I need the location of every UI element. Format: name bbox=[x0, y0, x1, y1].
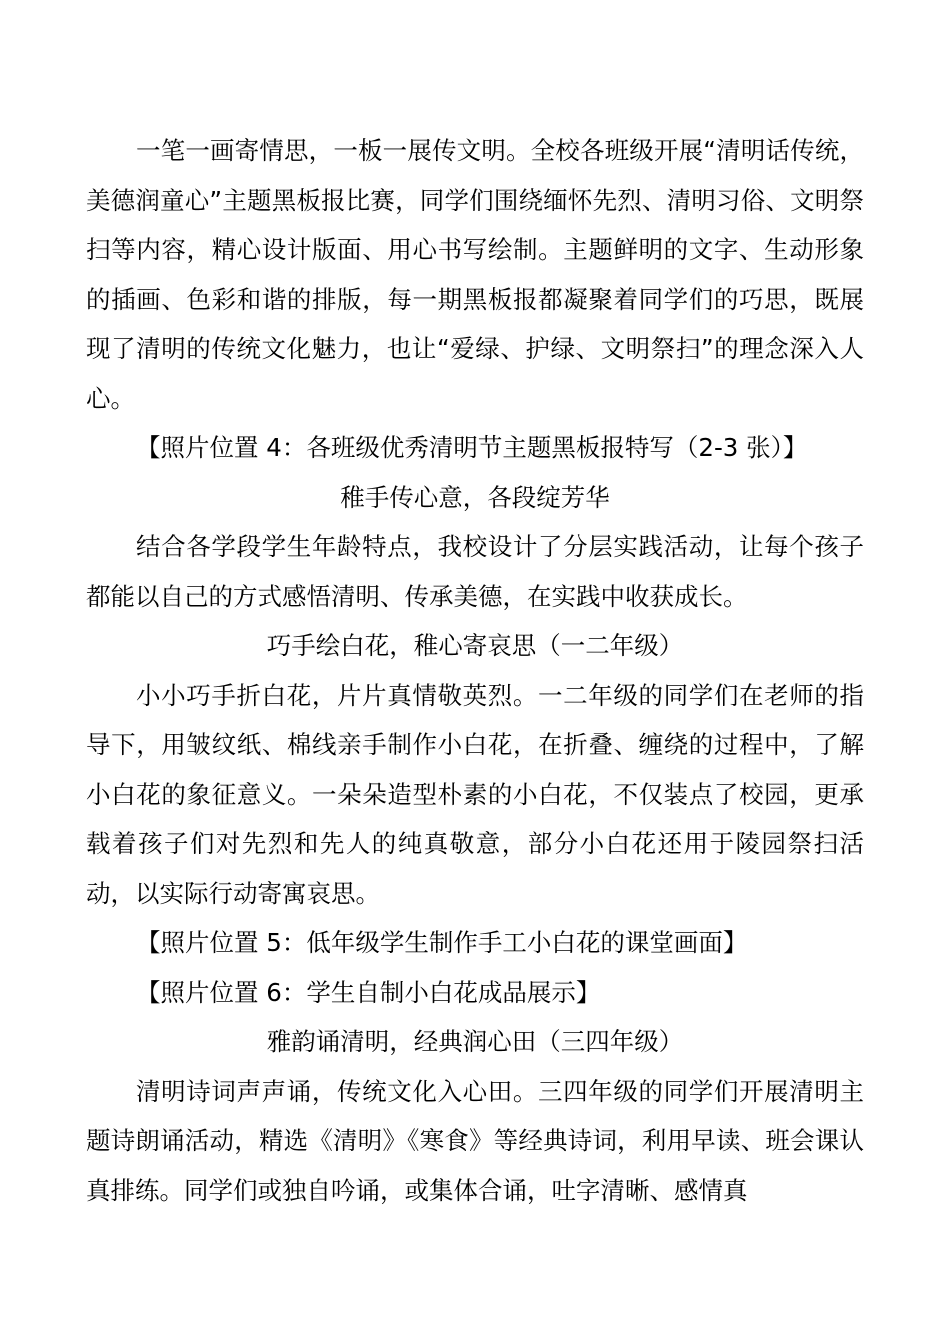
document-page bbox=[86, 126, 864, 1215]
photo-placeholder-6: 【照片位置 6：学生自制小白花成品展示】 bbox=[136, 977, 601, 1007]
photo-placeholder-4: 【照片位置 4：各班级优秀清明节主题黑板报特写（2-3 张）】 bbox=[136, 433, 808, 462]
photo-placeholder-5: 【照片位置 5：低年级学生制作手工小白花的课堂画面】 bbox=[136, 928, 748, 957]
paragraph-poetry-recital: 清明诗词声声诵，传统文化入心田。三四年级的同学们开展清明主题诗朗诵活动，精选《清明》《寒食》等经典诗词，利用早读、班会课认真排练。同学们或独自吟诵，或集体合诵，吐字清晰、感情真 bbox=[86, 1076, 864, 1205]
paragraph-white-flowers: 小小巧手折白花，片片真情敬英烈。一二年级的同学们在老师的指导下，用皱纹纸、棉线亲手制作小白花，在折叠、缠绕的过程中，了解小白花的象征意义。一朵朵造型朴素的小白花，不仅装点了校园，更承载着孩子们对先烈和先人的纯真敬意，部分小白花还用于陵园祭扫活动，以实际行动寄寓哀思。 bbox=[86, 680, 864, 908]
section-heading-stages: 稚手传心意，各段绽芳华 bbox=[340, 482, 610, 512]
paragraph-blackboard-contest: 一笔一画寄情思，一板一展传文明。全校各班级开展“清明话传统，美德润童心”主题黑板报比赛，同学们围绕缅怀先烈、清明习俗、文明祭扫等内容，精心设计版面、用心书写绘制。主题鲜明的文字、生动形象的插画、色彩和谐的排版，每一期黑板报都凝聚着同学们的巧思，既展现了清明的传统文化魅力，也让“爱绿、护绿、文明祭扫”的理念深入人心。 bbox=[86, 136, 864, 413]
section-heading-grade-1-2: 巧手绘白花，稚心寄哀思（一二年级） bbox=[266, 631, 684, 660]
paragraph-stage-activities: 结合各学段学生年龄特点，我校设计了分层实践活动，让每个孩子都能以自己的方式感悟清明、传承美德，在实践中收获成长。 bbox=[86, 532, 864, 611]
section-heading-grade-3-4: 雅韵诵清明，经典润心田（三四年级） bbox=[266, 1027, 684, 1056]
